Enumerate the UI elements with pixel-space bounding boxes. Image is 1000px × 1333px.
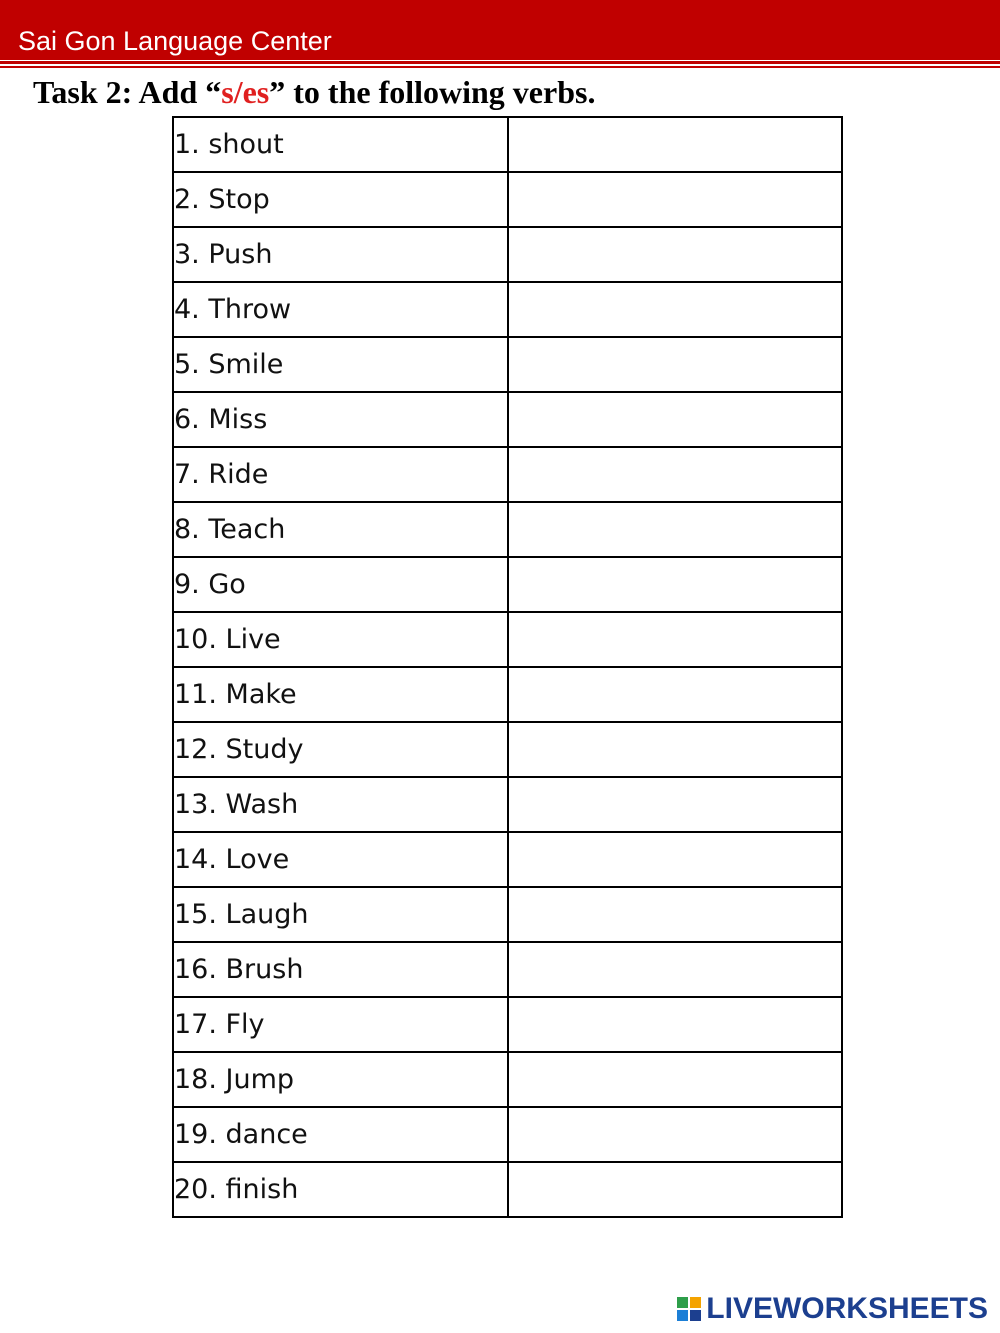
verb-cell: 7. Ride — [173, 447, 508, 502]
answer-cell[interactable] — [508, 777, 842, 832]
verb-cell: 10. Live — [173, 612, 508, 667]
answer-cell[interactable] — [508, 832, 842, 887]
table-row — [173, 942, 842, 997]
task-title-prefix: Task 2: Add “ — [33, 74, 222, 110]
answer-cell[interactable] — [508, 1162, 842, 1217]
answer-cell[interactable] — [508, 447, 842, 502]
answer-cell[interactable] — [508, 1052, 842, 1107]
header-divider-thin — [0, 66, 1000, 68]
task-title — [33, 72, 595, 112]
answer-cell[interactable] — [508, 612, 842, 667]
table-row — [173, 557, 842, 612]
verb-cell: 20. finish — [173, 1162, 508, 1217]
verb-cell: 15. Laugh — [173, 887, 508, 942]
verb-cell: 2. Stop — [173, 172, 508, 227]
table-row — [173, 1162, 842, 1217]
answer-cell[interactable] — [508, 667, 842, 722]
verb-cell: 11. Make — [173, 667, 508, 722]
answer-cell[interactable] — [508, 282, 842, 337]
answer-cell[interactable] — [508, 502, 842, 557]
table-row — [173, 997, 842, 1052]
verb-cell: 3. Push — [173, 227, 508, 282]
table-row — [173, 722, 842, 777]
verb-cell: 13. Wash — [173, 777, 508, 832]
answer-cell[interactable] — [508, 722, 842, 777]
verb-cell: 12. Study — [173, 722, 508, 777]
table-row — [173, 117, 842, 172]
verb-cell: 4. Throw — [173, 282, 508, 337]
verb-cell: 14. Love — [173, 832, 508, 887]
table-row — [173, 1107, 842, 1162]
table-row — [173, 612, 842, 667]
brand-text: LIVEWORKSHEETS — [706, 1292, 988, 1325]
verb-cell: 9. Go — [173, 557, 508, 612]
answer-cell[interactable] — [508, 942, 842, 997]
answer-cell[interactable] — [508, 392, 842, 447]
table-row — [173, 667, 842, 722]
task-title-suffix: ” to the following verbs. — [269, 74, 596, 110]
verb-cell: 16. Brush — [173, 942, 508, 997]
answer-cell[interactable] — [508, 557, 842, 612]
task-title-highlight: s/es — [221, 74, 270, 110]
table-row — [173, 447, 842, 502]
verb-cell: 6. Miss — [173, 392, 508, 447]
verb-cell: 19. dance — [173, 1107, 508, 1162]
liveworksheets-logo-icon — [676, 1296, 702, 1322]
answer-cell[interactable] — [508, 887, 842, 942]
table-row — [173, 337, 842, 392]
answer-cell[interactable] — [508, 227, 842, 282]
verb-cell: 18. Jump — [173, 1052, 508, 1107]
answer-cell[interactable] — [508, 997, 842, 1052]
table-row — [173, 392, 842, 447]
table-row — [173, 282, 842, 337]
table-row — [173, 832, 842, 887]
answer-cell[interactable] — [508, 1107, 842, 1162]
verb-cell: 17. Fly — [173, 997, 508, 1052]
answer-cell[interactable] — [508, 172, 842, 227]
table-row — [173, 1052, 842, 1107]
table-row — [173, 777, 842, 832]
verb-table — [172, 116, 843, 1218]
verb-cell: 8. Teach — [173, 502, 508, 557]
table-row — [173, 887, 842, 942]
verb-cell: 5. Smile — [173, 337, 508, 392]
header-title: Sai Gon Language Center — [18, 26, 332, 56]
answer-cell[interactable] — [508, 117, 842, 172]
liveworksheets-brand — [676, 1292, 988, 1326]
answer-cell[interactable] — [508, 337, 842, 392]
table-row — [173, 502, 842, 557]
verb-cell: 1. shout — [173, 117, 508, 172]
header-divider — [0, 61, 1000, 64]
table-row — [173, 172, 842, 227]
table-row — [173, 227, 842, 282]
